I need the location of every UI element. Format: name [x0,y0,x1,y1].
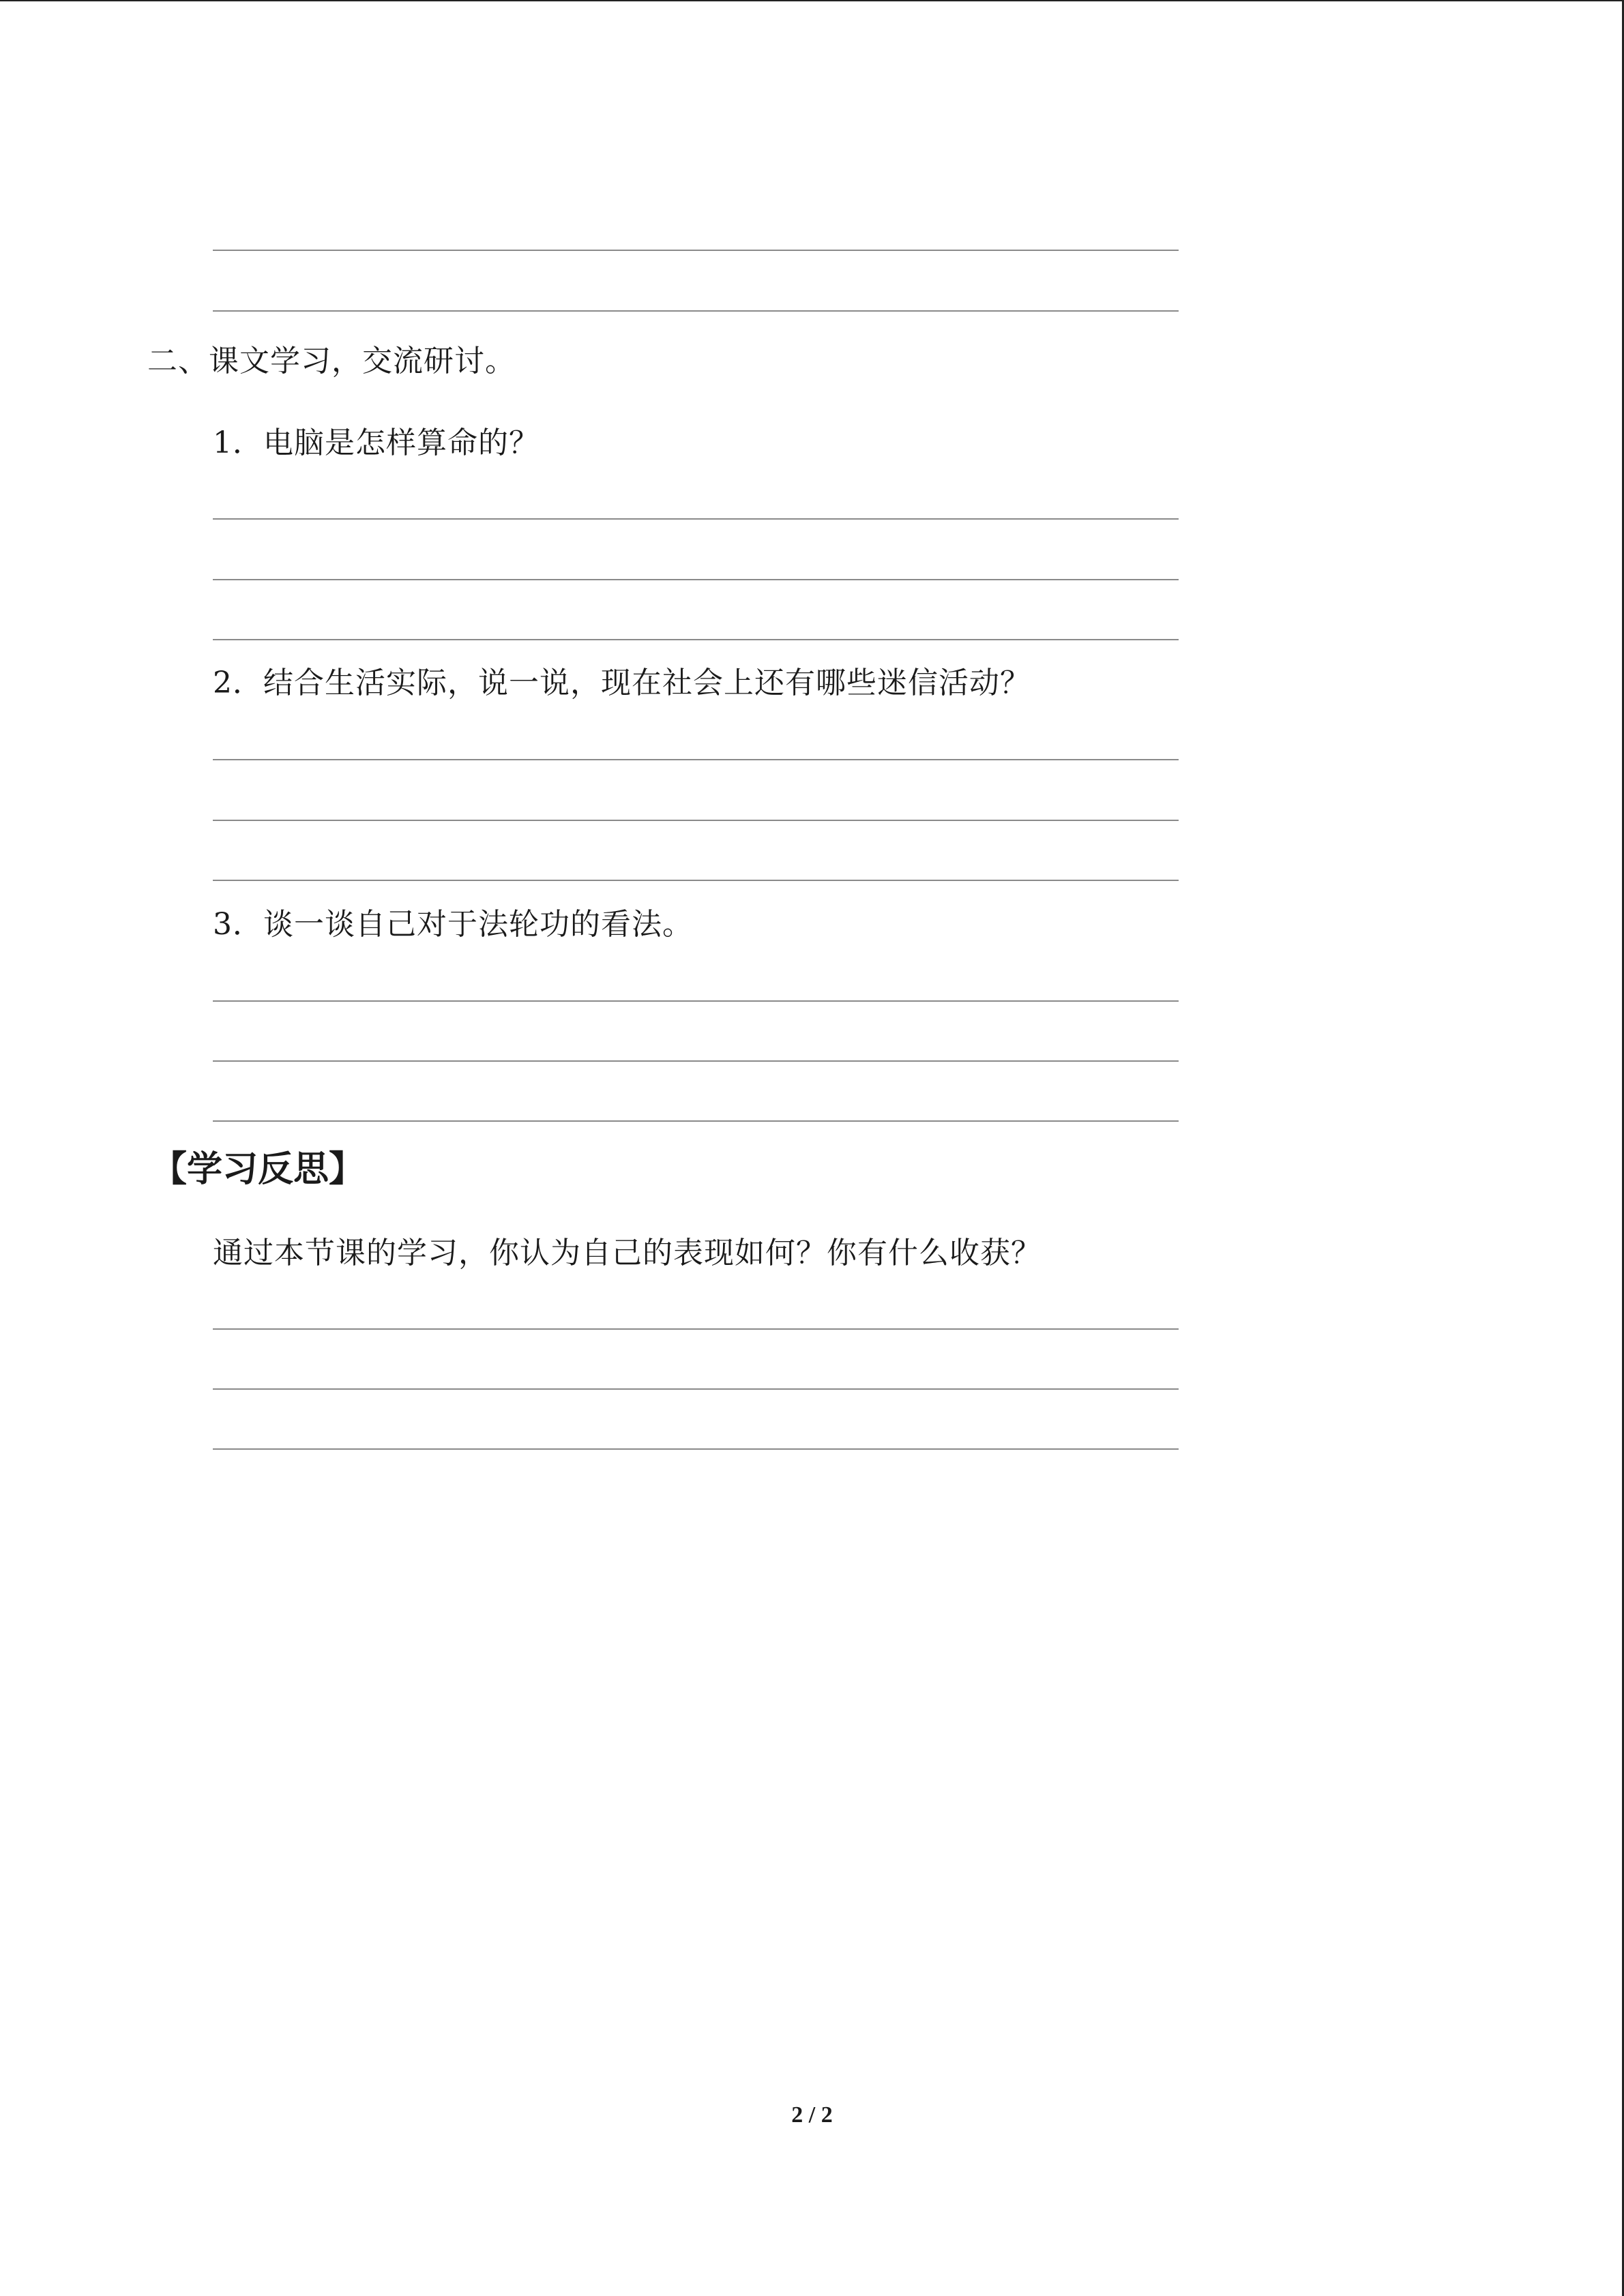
answer-line[interactable] [213,1000,1179,1002]
answer-line[interactable] [213,1120,1179,1122]
answer-line[interactable] [213,639,1179,640]
question-1-text: 1．电脑是怎样算命的？ [213,426,540,460]
section-heading: 二、课文学习，交流研讨。 [147,344,516,378]
page-top-border [0,0,1624,1]
page-number: 2 / 2 [791,2102,833,2128]
answer-line[interactable] [213,820,1179,821]
answer-line[interactable] [213,1328,1179,1330]
answer-line[interactable] [213,518,1179,520]
question-3-text: 3．谈一谈自己对于法轮功的看法。 [213,907,693,942]
answer-line[interactable] [213,880,1179,881]
answer-line[interactable] [213,579,1179,580]
answer-line[interactable] [213,1388,1179,1390]
answer-line[interactable] [213,1448,1179,1450]
answer-line[interactable] [213,250,1179,251]
answer-line[interactable] [213,1060,1179,1062]
answer-line[interactable] [213,759,1179,760]
question-2-text: 2．结合生活实际，说一说，现在社会上还有哪些迷信活动？ [213,666,1031,700]
reflection-heading: 【学习反思】 [151,1149,365,1190]
reflection-prompt: 通过本节课的学习，你认为自己的表现如何？你有什么收获？ [213,1236,1042,1270]
answer-line[interactable] [213,310,1179,312]
